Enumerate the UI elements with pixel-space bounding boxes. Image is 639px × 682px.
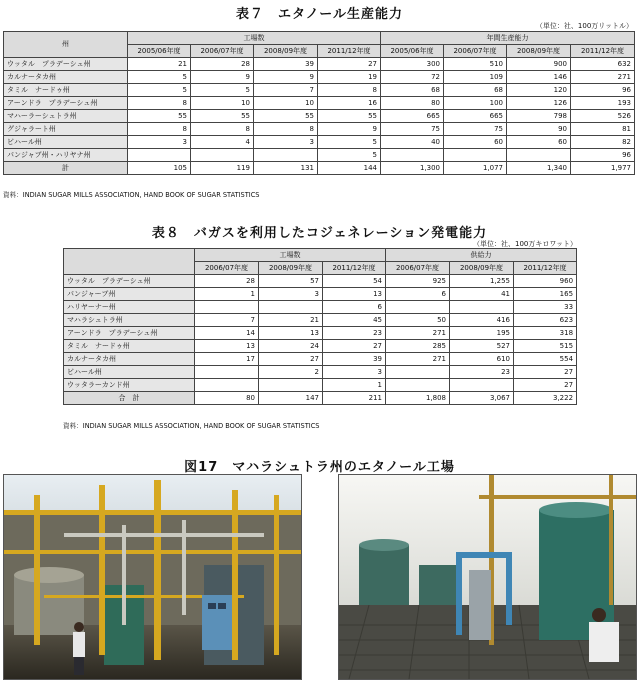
- state-name: パンジャーブ州: [64, 288, 195, 301]
- table8-title: 表８ バガスを利用したコジェネレーション発電能力: [151, 226, 488, 241]
- capacity-cell: 271: [386, 353, 450, 366]
- capacity-cell: 50: [386, 314, 450, 327]
- capacity-cell: 3,067: [450, 392, 514, 405]
- state-name: ウッタラーカンド州: [64, 379, 195, 392]
- factory-count-cell: 8: [128, 123, 191, 136]
- year-header: 2011/12年度: [571, 45, 635, 58]
- factory-count-cell: 5: [191, 84, 254, 97]
- capacity-cell: 23: [450, 366, 514, 379]
- table-row: [64, 379, 577, 392]
- capacity-cell: 72: [381, 71, 444, 84]
- capacity-cell: 527: [450, 340, 514, 353]
- annual-capacity-header: 年間生産能力: [381, 32, 635, 45]
- capacity-cell: 285: [386, 340, 450, 353]
- factory-count-cell: 28: [195, 275, 259, 288]
- factory-count-cell: 9: [191, 71, 254, 84]
- factory-count-cell: 147: [259, 392, 323, 405]
- capacity-cell: 271: [571, 71, 635, 84]
- capacity-cell: 526: [571, 110, 635, 123]
- total-label: 計: [4, 162, 128, 175]
- factory-count-cell: 119: [191, 162, 254, 175]
- table8: [63, 248, 577, 405]
- capacity-cell: 416: [450, 314, 514, 327]
- factory-count-cell: 4: [191, 136, 254, 149]
- supply-capacity-header: 供給力: [386, 249, 577, 262]
- capacity-cell: 120: [507, 84, 571, 97]
- factory-count-cell: [191, 149, 254, 162]
- capacity-cell: 510: [444, 58, 507, 71]
- factory-count-cell: [259, 301, 323, 314]
- year-header: 2011/12年度: [318, 45, 381, 58]
- year-header: 2006/07年度: [444, 45, 507, 58]
- capacity-cell: 100: [444, 97, 507, 110]
- capacity-cell: 75: [381, 123, 444, 136]
- capacity-cell: 665: [381, 110, 444, 123]
- capacity-cell: 1,077: [444, 162, 507, 175]
- table7-unit: （単位：社、100万リットル）: [535, 22, 633, 30]
- capacity-cell: 41: [450, 288, 514, 301]
- factory-count-cell: 19: [318, 71, 381, 84]
- factory-count-cell: 55: [318, 110, 381, 123]
- factory-count-cell: 8: [128, 97, 191, 110]
- capacity-cell: 109: [444, 71, 507, 84]
- state-name: タミル ナードゥ州: [4, 84, 128, 97]
- year-header: 2008/09年度: [507, 45, 571, 58]
- factory-count-cell: 9: [254, 71, 318, 84]
- capacity-cell: 665: [444, 110, 507, 123]
- capacity-cell: 40: [381, 136, 444, 149]
- state-name: ウッタル プラデーシュ州: [4, 58, 128, 71]
- capacity-cell: [450, 301, 514, 314]
- state-name: ウッタル プラデーシュ州: [64, 275, 195, 288]
- factory-count-cell: 5: [128, 84, 191, 97]
- table-row: [64, 301, 577, 314]
- total-label: 合 計: [64, 392, 195, 405]
- factory-count-cell: 8: [191, 123, 254, 136]
- table8-source: 資料：INDIAN SUGAR MILLS ASSOCIATION, HAND BOOK OF SUGAR STATISTICS: [63, 422, 320, 430]
- capacity-cell: [381, 149, 444, 162]
- capacity-cell: 60: [507, 136, 571, 149]
- factory-count-cell: 80: [195, 392, 259, 405]
- capacity-cell: [507, 149, 571, 162]
- factory-count-cell: 5: [318, 149, 381, 162]
- year-header: 2008/09年度: [254, 45, 318, 58]
- capacity-cell: 798: [507, 110, 571, 123]
- factory-count-cell: [195, 379, 259, 392]
- table-row: [4, 97, 635, 110]
- factory-count-cell: 7: [254, 84, 318, 97]
- capacity-cell: 90: [507, 123, 571, 136]
- table-row: [4, 84, 635, 97]
- total-row: [64, 392, 577, 405]
- factory-count-cell: 13: [323, 288, 386, 301]
- capacity-cell: 80: [381, 97, 444, 110]
- factory-photo-left: [3, 474, 302, 680]
- factory-count-cell: 55: [128, 110, 191, 123]
- table-row: [64, 314, 577, 327]
- factory-count-cell: 8: [318, 84, 381, 97]
- factory-count-cell: 24: [259, 340, 323, 353]
- factory-count-cell: [128, 149, 191, 162]
- factory-count-cell: 3: [259, 288, 323, 301]
- factory-count-cell: 13: [259, 327, 323, 340]
- table-row: [4, 110, 635, 123]
- year-header: 2008/09年度: [450, 262, 514, 275]
- state-name: ハリヤーナー州: [64, 301, 195, 314]
- figure17-title: 図17 マハラシュトラ州のエタノール工場: [184, 460, 455, 475]
- capacity-cell: [386, 366, 450, 379]
- factory-count-cell: 55: [191, 110, 254, 123]
- factory-count-cell: 3: [254, 136, 318, 149]
- capacity-cell: 27: [514, 379, 577, 392]
- table-row: [4, 71, 635, 84]
- capacity-cell: 632: [571, 58, 635, 71]
- capacity-cell: 193: [571, 97, 635, 110]
- capacity-cell: 81: [571, 123, 635, 136]
- state-name: パンジャブ州・ハリヤナ州: [4, 149, 128, 162]
- factory-count-cell: 5: [318, 136, 381, 149]
- capacity-cell: 146: [507, 71, 571, 84]
- capacity-cell: 610: [450, 353, 514, 366]
- state-name: カルナータカ州: [64, 353, 195, 366]
- year-header: 2006/07年度: [195, 262, 259, 275]
- capacity-cell: 82: [571, 136, 635, 149]
- factory-count-cell: 28: [191, 58, 254, 71]
- factory-count-cell: [259, 379, 323, 392]
- state-name: ビハール州: [4, 136, 128, 149]
- table7-title: 表７ エタノール生産能力: [236, 7, 403, 22]
- capacity-cell: 1,255: [450, 275, 514, 288]
- table8-corner: [64, 249, 195, 275]
- capacity-cell: 126: [507, 97, 571, 110]
- factory-count-cell: 27: [318, 58, 381, 71]
- factory-count-cell: 21: [259, 314, 323, 327]
- capacity-cell: 96: [571, 149, 635, 162]
- table-row: [64, 340, 577, 353]
- factory-count-cell: 3: [323, 366, 386, 379]
- factory-count-cell: 131: [254, 162, 318, 175]
- factory-count-cell: 16: [318, 97, 381, 110]
- state-header: 州: [4, 32, 128, 58]
- capacity-cell: 6: [386, 288, 450, 301]
- factory-count-cell: 14: [195, 327, 259, 340]
- factory-count-header: 工場数: [128, 32, 381, 45]
- capacity-cell: 300: [381, 58, 444, 71]
- capacity-cell: 271: [386, 327, 450, 340]
- capacity-cell: 318: [514, 327, 577, 340]
- factory-count-cell: 211: [323, 392, 386, 405]
- capacity-cell: 195: [450, 327, 514, 340]
- state-name: マハーラーシュトラ州: [4, 110, 128, 123]
- factory-count-cell: 17: [195, 353, 259, 366]
- capacity-cell: [386, 301, 450, 314]
- table-row: [4, 58, 635, 71]
- capacity-cell: 554: [514, 353, 577, 366]
- factory-count-cell: 7: [195, 314, 259, 327]
- year-header: 2011/12年度: [323, 262, 386, 275]
- factory-count-cell: 1: [323, 379, 386, 392]
- table-row: [4, 123, 635, 136]
- table7: [3, 31, 635, 175]
- year-header: 2005/06年度: [128, 45, 191, 58]
- capacity-cell: 1,977: [571, 162, 635, 175]
- capacity-cell: [386, 379, 450, 392]
- table-row: [64, 275, 577, 288]
- capacity-cell: 33: [514, 301, 577, 314]
- year-header: 2008/09年度: [259, 262, 323, 275]
- capacity-cell: 925: [386, 275, 450, 288]
- factory-count-cell: 144: [318, 162, 381, 175]
- factory-count-cell: 105: [128, 162, 191, 175]
- capacity-cell: 515: [514, 340, 577, 353]
- factory-count-header: 工場数: [195, 249, 386, 262]
- total-row: [4, 162, 635, 175]
- table7-source: 資料：INDIAN SUGAR MILLS ASSOCIATION, HAND BOOK OF SUGAR STATISTICS: [3, 191, 260, 199]
- table8-unit: （単位：社、100万キロワット）: [472, 240, 577, 248]
- factory-count-cell: 2: [259, 366, 323, 379]
- factory-count-cell: [195, 366, 259, 379]
- state-name: アーンドラ プラデーシュ州: [4, 97, 128, 110]
- table-row: [64, 366, 577, 379]
- state-name: アーンドラ プラデーシュ州: [64, 327, 195, 340]
- factory-count-cell: 8: [254, 123, 318, 136]
- factory-count-cell: 10: [191, 97, 254, 110]
- capacity-cell: 165: [514, 288, 577, 301]
- factory-count-cell: 3: [128, 136, 191, 149]
- state-name: グジャラート州: [4, 123, 128, 136]
- capacity-cell: 623: [514, 314, 577, 327]
- table-row: [4, 149, 635, 162]
- year-header: 2005/06年度: [381, 45, 444, 58]
- table-row: [64, 288, 577, 301]
- capacity-cell: 60: [444, 136, 507, 149]
- capacity-cell: 3,222: [514, 392, 577, 405]
- capacity-cell: 96: [571, 84, 635, 97]
- state-name: ビハール州: [64, 366, 195, 379]
- factory-count-cell: 55: [254, 110, 318, 123]
- capacity-cell: [444, 149, 507, 162]
- factory-count-cell: 9: [318, 123, 381, 136]
- capacity-cell: 960: [514, 275, 577, 288]
- capacity-cell: 68: [381, 84, 444, 97]
- year-header: 2006/07年度: [386, 262, 450, 275]
- table-row: [4, 136, 635, 149]
- factory-count-cell: 39: [323, 353, 386, 366]
- table-row: [64, 327, 577, 340]
- factory-count-cell: [254, 149, 318, 162]
- factory-count-cell: 39: [254, 58, 318, 71]
- capacity-cell: 75: [444, 123, 507, 136]
- state-name: タミル ナードゥ州: [64, 340, 195, 353]
- factory-count-cell: 13: [195, 340, 259, 353]
- factory-count-cell: 1: [195, 288, 259, 301]
- capacity-cell: 1,808: [386, 392, 450, 405]
- capacity-cell: 27: [514, 366, 577, 379]
- capacity-cell: 1,300: [381, 162, 444, 175]
- year-header: 2011/12年度: [514, 262, 577, 275]
- table-row: [64, 353, 577, 366]
- factory-count-cell: 5: [128, 71, 191, 84]
- factory-count-cell: 21: [128, 58, 191, 71]
- factory-count-cell: 6: [323, 301, 386, 314]
- factory-count-cell: 45: [323, 314, 386, 327]
- factory-count-cell: 57: [259, 275, 323, 288]
- factory-count-cell: 10: [254, 97, 318, 110]
- factory-count-cell: 27: [259, 353, 323, 366]
- factory-count-cell: 23: [323, 327, 386, 340]
- capacity-cell: 900: [507, 58, 571, 71]
- factory-count-cell: 27: [323, 340, 386, 353]
- factory-count-cell: 54: [323, 275, 386, 288]
- state-name: マハラシュトラ州: [64, 314, 195, 327]
- state-name: カルナータカ州: [4, 71, 128, 84]
- factory-count-cell: [195, 301, 259, 314]
- capacity-cell: 1,340: [507, 162, 571, 175]
- year-header: 2006/07年度: [191, 45, 254, 58]
- factory-photo-right: [338, 474, 637, 680]
- capacity-cell: 68: [444, 84, 507, 97]
- capacity-cell: [450, 379, 514, 392]
